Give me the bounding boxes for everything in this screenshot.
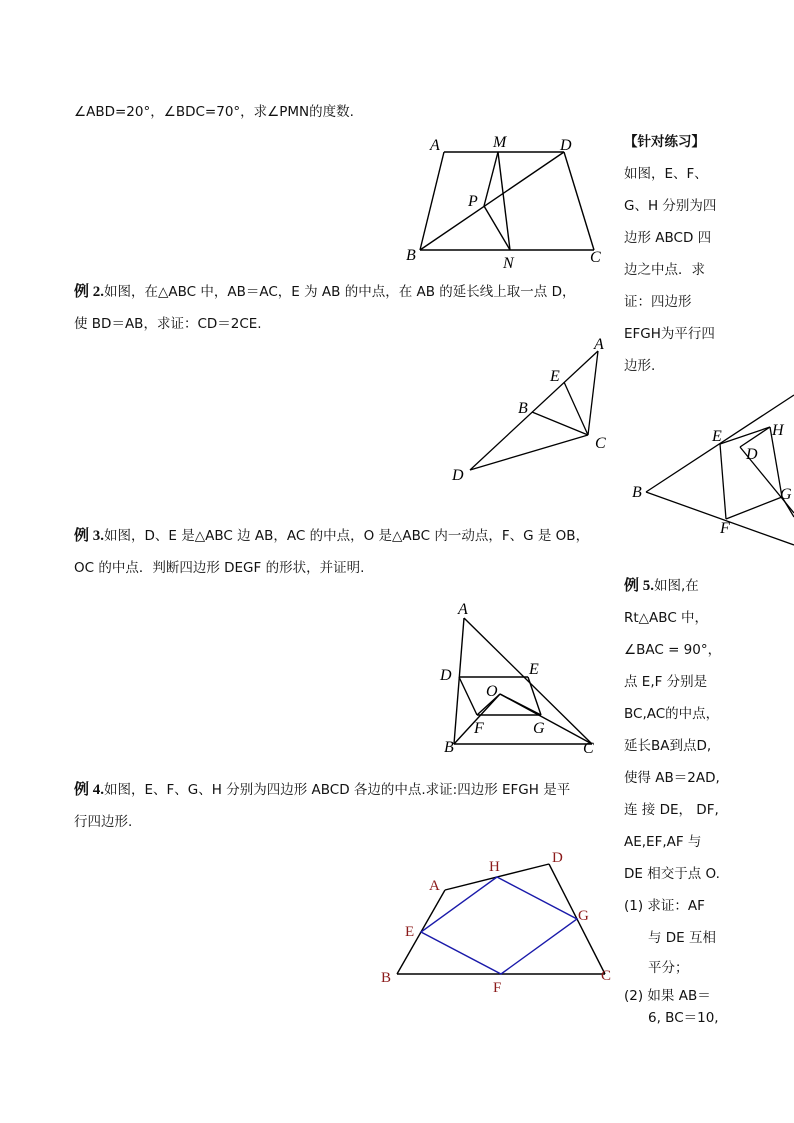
ex2-label: 例 2.	[74, 284, 105, 300]
fig1-label-c: C	[590, 249, 601, 266]
fig4-label-h: H	[489, 859, 500, 875]
practice-line: 如图，E、F、	[624, 166, 708, 182]
fig1-label-n: N	[503, 255, 514, 272]
fig5-label-b: B	[632, 484, 642, 501]
ex5-line: (2) 如果 AB＝	[624, 988, 711, 1004]
ex3-text1: 如图，D、E 是△ABC 边 AB，AC 的中点，O 是△ABC 内一动点，F、G 是 OB，	[104, 528, 590, 544]
fig4-label-d: D	[552, 850, 563, 866]
ex5-line: Rt△ABC 中，	[624, 610, 709, 626]
ex5-label: 例 5.	[624, 578, 655, 594]
figure-quadrilateral-efgh	[375, 840, 625, 1000]
fig3-label-o: O	[486, 683, 498, 700]
fig5-label-d: D	[746, 446, 758, 463]
fig5-label-g: G	[780, 486, 792, 503]
practice-line: 证：四边形	[624, 294, 692, 310]
fig5-label-f: F	[720, 520, 730, 537]
fig4-label-g: G	[578, 908, 589, 924]
fig2-label-d: D	[452, 467, 464, 484]
practice-line: EFGH为平行四	[624, 326, 715, 342]
fig3-label-g: G	[533, 720, 545, 737]
ex5-line: 6, BC＝10,	[648, 1010, 719, 1026]
ex5-line: (1) 求证：AF	[624, 898, 705, 914]
intro-line: ∠ABD=20°，∠BDC=70°，求∠PMN的度数.	[74, 104, 354, 120]
fig3-label-c: C	[583, 740, 594, 757]
ex3-line1	[74, 526, 589, 546]
ex5-line: DE 相交于点 O.	[624, 866, 720, 882]
fig1-label-m: M	[493, 134, 507, 151]
figure-triangle-degf	[430, 594, 620, 764]
fig2-label-c: C	[595, 435, 606, 452]
fig3-label-d: D	[440, 667, 452, 684]
fig1-label-a: A	[430, 137, 440, 154]
fig1-label-b: B	[406, 247, 416, 264]
ex4-line1	[74, 780, 570, 800]
fig4-label-f: F	[493, 980, 502, 996]
fig4-label-c: C	[601, 968, 612, 984]
ex5-line: 使得 AB＝2AD,	[624, 770, 720, 786]
fig4-label-b: B	[381, 970, 392, 986]
practice-line: 边形 ABCD 四	[624, 230, 712, 246]
practice-title: 【针对练习】	[624, 134, 705, 150]
ex5-line: 平分；	[648, 960, 689, 976]
ex2-line2: 使 BD＝AB，求证：CD＝2CE.	[74, 316, 262, 332]
practice-line: G、H 分别为四	[624, 198, 717, 214]
ex5-line: BC,AC的中点，	[624, 706, 720, 722]
ex4-line2: 行四边形.	[74, 814, 133, 830]
fig3-label-f: F	[474, 720, 484, 737]
fig4-label-a: A	[429, 878, 440, 894]
ex3-line2: OC 的中点．判断四边形 DEGF 的形状，并证明.	[74, 560, 365, 576]
fig4-label-e: E	[405, 924, 415, 940]
fig1-label-p: P	[468, 193, 478, 210]
ex2-line1	[74, 282, 575, 302]
ex5-line: 点 E,F 分别是	[624, 674, 708, 690]
fig5-label-e: E	[712, 428, 722, 445]
fig3-label-a: A	[458, 601, 468, 618]
ex5-line: AE,EF,AF 与	[624, 834, 702, 850]
ex5-first-line	[624, 576, 699, 596]
fig3-label-b: B	[444, 739, 454, 756]
figure-practice-quadrilateral	[626, 385, 794, 545]
ex4-label: 例 4.	[74, 782, 105, 798]
ex5-line: 连 接 DE， DF,	[624, 802, 719, 818]
practice-line: 边形.	[624, 358, 656, 374]
fig1-label-d: D	[560, 137, 572, 154]
ex2-text1: 如图，在△ABC 中，AB＝AC，E 为 AB 的中点，在 AB 的延长线上取一点 D，	[104, 284, 576, 300]
fig3-label-e: E	[529, 661, 539, 678]
figure-triangle-extension	[440, 335, 620, 485]
ex3-label: 例 3.	[74, 528, 105, 544]
fig2-label-b: B	[518, 400, 528, 417]
ex5-line: 与 DE 互相	[648, 930, 717, 946]
figure-trapezoid-pmn	[400, 130, 620, 270]
ex5-line: ∠BAC = 90°，	[624, 642, 722, 658]
ex5-text-first: 如图,在	[654, 578, 699, 594]
fig5-label-h: H	[772, 422, 784, 439]
fig2-label-e: E	[550, 368, 560, 385]
fig2-label-a: A	[594, 336, 604, 353]
practice-line: 边之中点．求	[624, 262, 705, 278]
ex4-text1: 如图，E、F、G、H 分别为四边形 ABCD 各边的中点.求证:四边形 EFGH 是平	[104, 782, 571, 798]
ex5-line: 延长BA到点D,	[624, 738, 712, 754]
